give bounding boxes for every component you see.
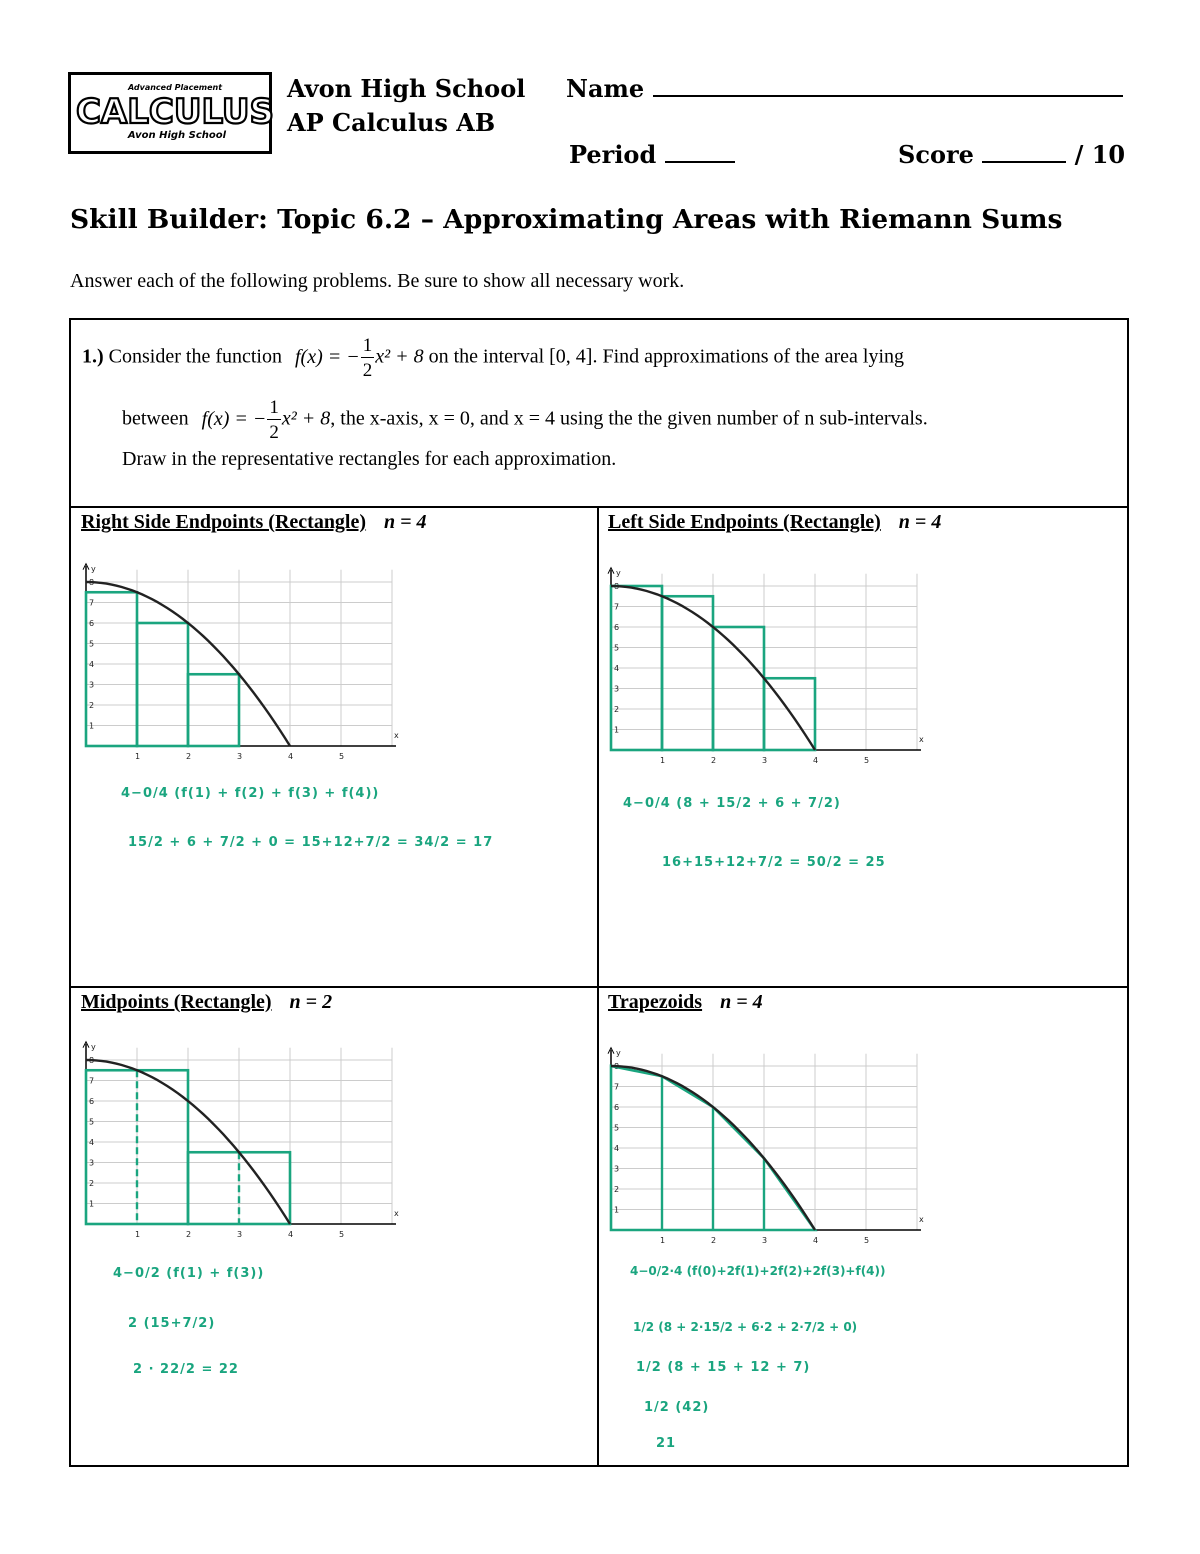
q1-work-1: 4−0/4 (f(1) + f(2) + f(3) + f(4)) [121, 786, 380, 801]
logo-image [71, 75, 275, 151]
problem-text-c: between [122, 407, 189, 430]
y-tick-label: 5 [614, 1123, 620, 1133]
y-tick-label: 7 [614, 602, 620, 612]
x-tick-label: 4 [288, 752, 294, 761]
q1-work-2: 15/2 + 6 + 7/2 + 0 = 15+12+7/2 = 34/2 = 17 [128, 835, 494, 850]
problem-line-2 [122, 398, 928, 442]
y-tick-label: 2 [89, 701, 95, 710]
q2-work-1: 4−0/4 (8 + 15/2 + 6 + 7/2) [623, 796, 841, 811]
x-tick-label: 2 [186, 1230, 192, 1239]
x-tick-label: 5 [339, 1230, 345, 1239]
y-tick-label: 4 [89, 660, 95, 669]
fraction [361, 336, 375, 380]
x-axis-label: x [394, 1209, 399, 1218]
y-tick-label: 3 [89, 680, 95, 690]
x-tick-label: 1 [660, 1236, 666, 1245]
fraction-num: 1 [362, 335, 373, 356]
x-tick-label: 3 [237, 1230, 243, 1239]
x-axis-label: x [919, 735, 924, 744]
y-axis-label: y [616, 568, 621, 578]
q4-work-5: 21 [656, 1436, 677, 1451]
logo-word: CALCULUS [75, 92, 275, 132]
score-field[interactable] [982, 141, 1066, 163]
graph-midpoints [78, 1036, 398, 1246]
x-tick-label: 5 [864, 1236, 870, 1245]
period-line [569, 140, 735, 169]
y-tick-label: 2 [614, 1185, 620, 1194]
y-tick-label: 6 [89, 619, 95, 628]
y-tick-label: 8 [89, 578, 95, 587]
x-tick-label: 3 [237, 752, 243, 761]
y-tick-label: 2 [89, 1179, 95, 1188]
y-tick-label: 7 [89, 598, 95, 608]
problem-line-3: Draw in the representative rectangles for each approximation. [122, 448, 617, 470]
graph-left-endpoints [603, 562, 923, 772]
y-axis-label: y [91, 1042, 96, 1052]
y-tick-label: 7 [89, 1076, 95, 1086]
y-tick-label: 4 [614, 1144, 620, 1153]
x-tick-label: 4 [288, 1230, 294, 1239]
q3-title: Midpoints (Rectangle) [81, 991, 272, 1013]
problem-text-d: , the x-axis, x = 0, and x = 4 using the the given number of n sub-intervals. [330, 407, 928, 430]
q2-n: n = 4 [898, 511, 942, 533]
score-line [898, 140, 1125, 169]
fraction-den-2: 2 [269, 422, 279, 443]
q4-title: Trapezoids [608, 991, 703, 1013]
q3-label [81, 991, 332, 1014]
x-tick-label: 1 [135, 752, 141, 761]
y-tick-label: 4 [614, 664, 620, 673]
q3-work-1: 4−0/2 (f(1) + f(3)) [113, 1266, 265, 1281]
q1-title: Right Side Endpoints (Rectangle) [81, 511, 367, 533]
right-rect [188, 674, 239, 746]
function-lhs-2: f(x) = − [201, 407, 267, 430]
fraction-2 [267, 398, 281, 442]
x-tick-label: 1 [135, 1230, 141, 1239]
function-rhs: x² + 8 [375, 345, 424, 368]
q4-work-1: 4−0/2·4 (f(0)+2f(1)+2f(2)+2f(3)+f(4)) [630, 1264, 886, 1278]
y-tick-label: 8 [614, 1062, 620, 1071]
y-tick-label: 5 [614, 643, 620, 653]
fraction-num-2: 1 [269, 397, 279, 418]
divider-top [69, 506, 1129, 508]
score-label: Score [898, 140, 974, 169]
divider-vertical [597, 507, 599, 1467]
function-rhs-2: x² + 8 [281, 407, 331, 430]
q4-work-3: 1/2 (8 + 15 + 12 + 7) [636, 1360, 811, 1375]
problem-frame [69, 318, 1129, 1467]
q3-n: n = 2 [289, 991, 333, 1013]
graph-trapezoids [603, 1042, 923, 1252]
problem-number: 1.) [82, 345, 104, 368]
y-tick-label: 7 [614, 1082, 620, 1092]
function-lhs: f(x) = − [294, 345, 360, 368]
q4-work-2: 1/2 (8 + 2·15/2 + 6·2 + 2·7/2 + 0) [633, 1320, 858, 1334]
y-tick-label: 6 [89, 1097, 95, 1106]
divider-middle [69, 986, 1129, 988]
x-tick-label: 2 [186, 752, 192, 761]
x-tick-label: 4 [813, 1236, 819, 1245]
y-tick-label: 1 [89, 721, 95, 731]
x-tick-label: 4 [813, 756, 819, 765]
y-axis-label: y [91, 564, 96, 574]
y-tick-label: 3 [614, 1164, 620, 1174]
course-name: AP Calculus AB [287, 108, 496, 137]
x-tick-label: 2 [711, 1236, 717, 1245]
y-tick-label: 1 [89, 1199, 95, 1209]
y-tick-label: 6 [614, 623, 620, 632]
name-line [566, 74, 1123, 103]
x-tick-label: 2 [711, 756, 717, 765]
calculus-logo [68, 72, 275, 154]
problem-text-b: on the interval [0, 4]. Find approximations of the area lying [428, 345, 905, 368]
school-name: Avon High School [287, 74, 526, 103]
q1-label [81, 511, 427, 534]
instructions: Answer each of the following problems. Be sure to show all necessary work. [70, 270, 685, 292]
q4-work-4: 1/2 (42) [644, 1400, 710, 1415]
x-tick-label: 1 [660, 756, 666, 765]
period-label: Period [569, 140, 657, 169]
x-tick-label: 5 [339, 752, 345, 761]
q2-work-2: 16+15+12+7/2 = 50/2 = 25 [662, 855, 886, 870]
y-tick-label: 4 [89, 1138, 95, 1147]
fraction-den: 2 [362, 360, 373, 381]
q1-n: n = 4 [384, 511, 427, 533]
score-total: / 10 [1074, 140, 1126, 169]
q2-label [608, 511, 941, 534]
y-tick-label: 3 [89, 1158, 95, 1168]
y-tick-label: 3 [614, 684, 620, 694]
y-tick-label: 5 [89, 1117, 95, 1127]
y-tick-label: 2 [614, 705, 620, 714]
y-tick-label: 8 [614, 582, 620, 591]
q4-label [608, 991, 763, 1014]
y-tick-label: 1 [614, 725, 620, 735]
x-axis-label: x [919, 1215, 924, 1224]
y-tick-label: 8 [89, 1056, 95, 1065]
x-tick-label: 3 [762, 756, 768, 765]
q3-work-3: 2 · 22/2 = 22 [133, 1362, 239, 1377]
left-rect [662, 596, 713, 750]
y-tick-label: 1 [614, 1205, 620, 1215]
x-axis-label: x [394, 731, 399, 740]
name-label: Name [566, 74, 645, 103]
graph-right-endpoints [78, 558, 398, 768]
logo-subtitle: Advanced Placement [127, 83, 223, 92]
x-tick-label: 5 [864, 756, 870, 765]
y-tick-label: 5 [89, 639, 95, 649]
y-axis-label: y [616, 1048, 621, 1058]
q2-title: Left Side Endpoints (Rectangle) [608, 511, 881, 533]
logo-school: Avon High School [127, 130, 227, 141]
name-field[interactable] [653, 75, 1123, 97]
problem-text-a: Consider the function [108, 345, 282, 368]
q3-work-2: 2 (15+7/2) [128, 1316, 216, 1331]
x-tick-label: 3 [762, 1236, 768, 1245]
q4-n: n = 4 [720, 991, 763, 1013]
page-title: Skill Builder: Topic 6.2 – Approximating Areas with Riemann Sums [70, 204, 1063, 235]
problem-line-1 [82, 336, 904, 380]
y-tick-label: 6 [614, 1103, 620, 1112]
period-field[interactable] [665, 141, 735, 163]
